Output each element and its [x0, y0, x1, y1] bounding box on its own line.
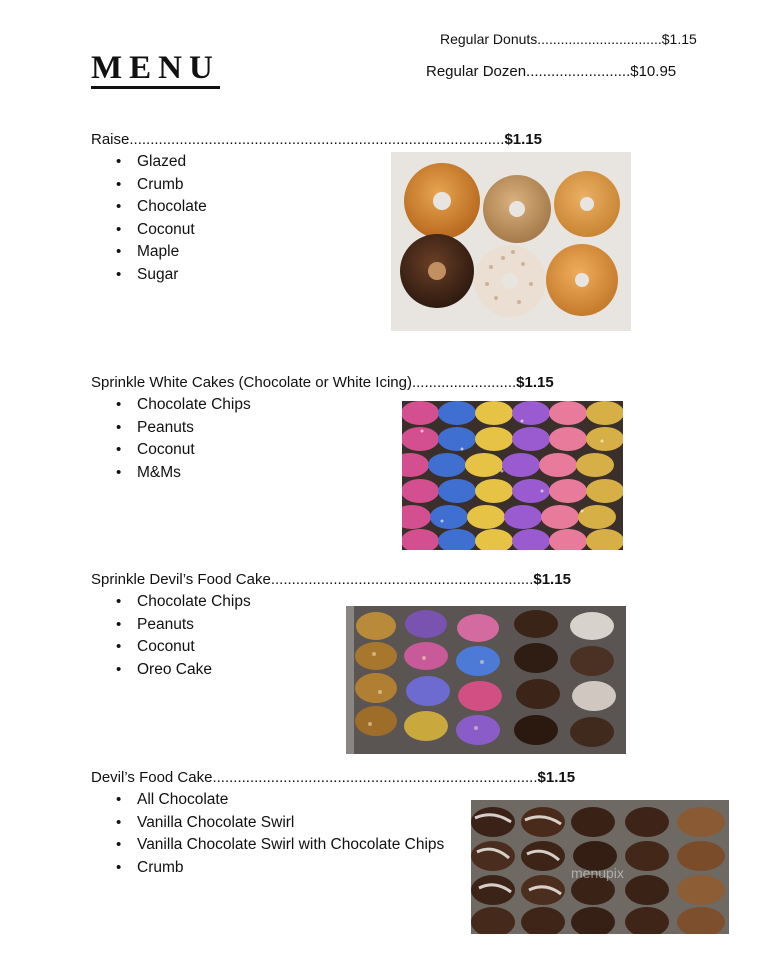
list-item: • All Chocolate — [116, 789, 444, 812]
section-leader: .............................................................................. — [212, 769, 538, 786]
list-item: • Peanuts — [116, 614, 251, 637]
regular-donuts-price: Regular Donuts................................$1.15 — [440, 31, 697, 47]
section-price: $1.15 — [533, 571, 571, 588]
list-item: • Crumb — [116, 857, 444, 880]
raise-donuts-photo — [391, 152, 631, 331]
list-item: • Peanuts — [116, 417, 251, 440]
list-item: • Coconut — [116, 636, 251, 659]
list-item: • Coconut — [116, 439, 251, 462]
section-leader: ......................... — [411, 374, 517, 391]
sprinkle-white-cakes-photo — [402, 401, 623, 550]
item-list-devils-food-cake — [116, 789, 444, 879]
section-leader: ............................................................... — [270, 571, 534, 588]
item-list-sprinkle-white-cakes — [116, 394, 251, 484]
section-price: $1.15 — [516, 374, 554, 391]
list-item: • M&Ms — [116, 462, 251, 485]
sprinkle-devils-food-cake-photo — [346, 606, 626, 754]
list-item: • Glazed — [116, 151, 207, 174]
devils-food-cake-photo — [471, 800, 729, 934]
section-heading-raise — [91, 131, 542, 148]
section-name: Sprinkle White Cakes (Chocolate or White Icing) — [91, 374, 412, 391]
list-item: • Oreo Cake — [116, 659, 251, 682]
section-price: $1.15 — [504, 131, 542, 148]
menu-title: MENU — [91, 50, 220, 89]
item-list-raise — [116, 151, 207, 287]
section-name: Sprinkle Devil’s Food Cake — [91, 571, 271, 588]
section-name: Devil’s Food Cake — [91, 769, 213, 786]
list-item: • Sugar — [116, 264, 207, 287]
section-name: Raise — [91, 131, 130, 148]
list-item: • Chocolate — [116, 196, 207, 219]
section-price: $1.15 — [537, 769, 576, 786]
section-heading-sprinkle-devils-food-cake — [91, 571, 571, 588]
list-item: • Coconut — [116, 219, 207, 242]
list-item: • Vanilla Chocolate Swirl with Chocolate Chips — [116, 834, 444, 857]
list-item: • Maple — [116, 241, 207, 264]
section-heading-devils-food-cake — [91, 769, 575, 786]
list-item: • Chocolate Chips — [116, 591, 251, 614]
item-list-sprinkle-devils-food-cake — [116, 591, 251, 681]
section-leader: .......................................................................................... — [129, 131, 505, 148]
regular-dozen-price: Regular Dozen.........................$10.95 — [426, 63, 677, 80]
watermark: menupix — [571, 865, 624, 881]
list-item: • Chocolate Chips — [116, 394, 251, 417]
list-item: • Crumb — [116, 174, 207, 197]
section-heading-sprinkle-white-cakes — [91, 374, 554, 391]
list-item: • Vanilla Chocolate Swirl — [116, 812, 444, 835]
